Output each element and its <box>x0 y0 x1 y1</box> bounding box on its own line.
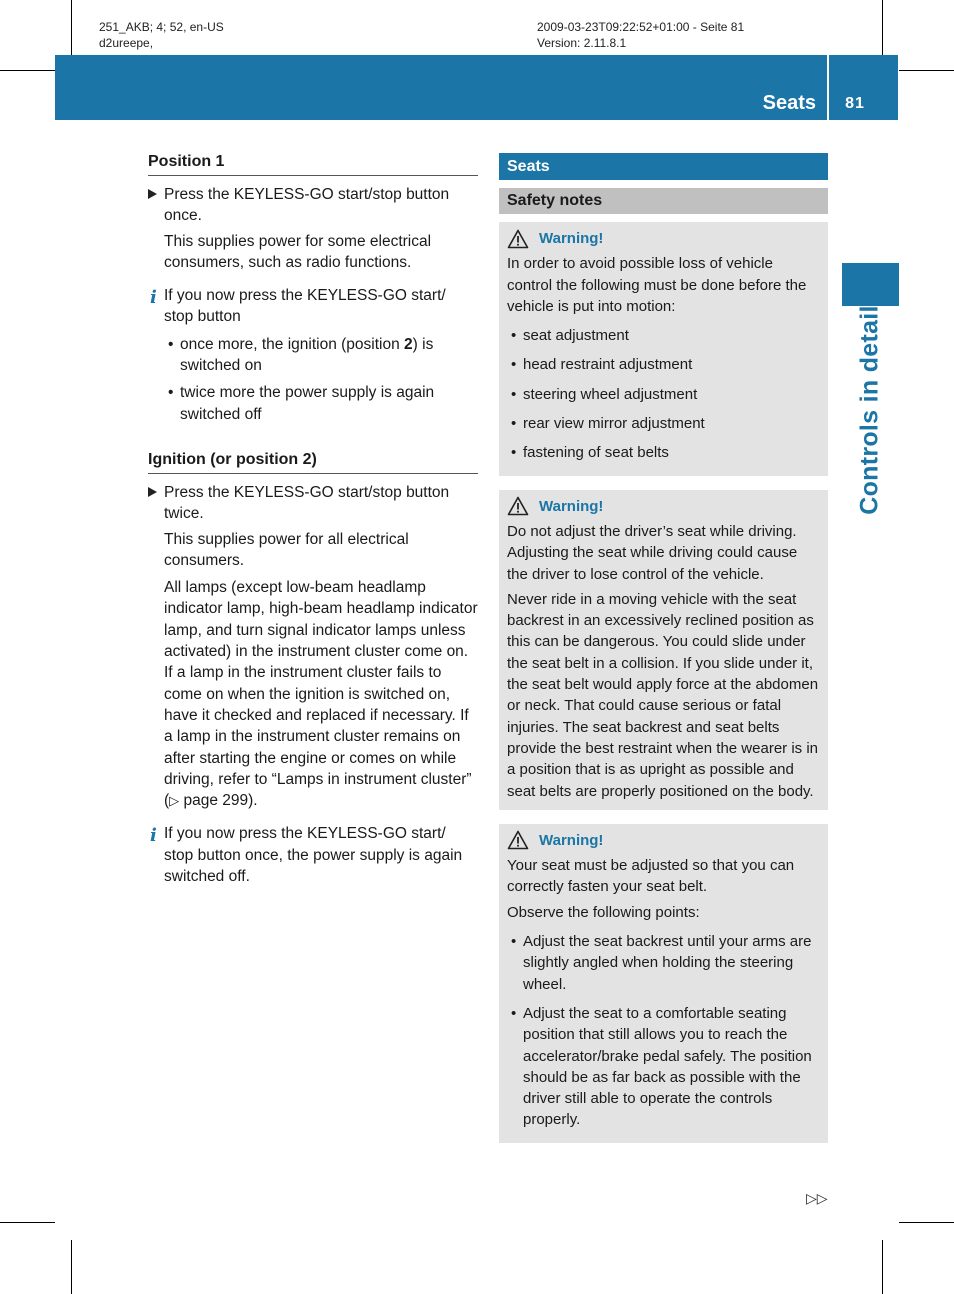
list-text: head restraint adjustment <box>523 356 693 374</box>
paragraph-text: All lamps (except low-beam headlamp indicator lamp, high-beam headlamp indicator lamp, and turn signal indicator lamps unless activated) in the instrument cluster come on. If a lamp in the instrument cluster fails to come on when the ignition is switched on, have it checked and replaced if necessary. If a lamp in the instrument cluster remains on after starting the engine or comes on while driving, refer to “Lamps in instrument cluster” ( <box>164 579 478 810</box>
warning-paragraph: Observe the following points: <box>507 903 700 921</box>
list-item <box>148 334 478 377</box>
warning-paragraph: In order to avoid possible loss of vehicle control the following must be done before the vehicle is put into motion: <box>507 255 807 315</box>
step-result: This supplies power for some electrical consumers, such as radio functions. <box>164 232 432 271</box>
crop-mark <box>71 0 72 55</box>
step-text: Press the KEYLESS-GO start/stop button once. <box>164 186 450 225</box>
continue-arrows-icon: ▷▷ <box>806 1190 828 1206</box>
list-text: ) is switched on <box>180 335 434 375</box>
info-icon: i <box>150 287 157 309</box>
right-column <box>499 153 828 1157</box>
warning-list-item <box>507 1003 820 1131</box>
list-text: rear view mirror adjustment <box>523 415 705 433</box>
info-icon: i <box>150 825 157 847</box>
page-ref-text: page 299). <box>179 792 258 810</box>
bullet-icon: • <box>511 1004 517 1022</box>
warning-box <box>499 222 828 476</box>
header-section-title: Seats <box>762 92 816 114</box>
bullet-icon: • <box>511 385 517 403</box>
bullet-icon: • <box>511 415 517 433</box>
warning-title-text: Warning! <box>539 831 604 849</box>
list-item <box>148 382 478 425</box>
warning-title-text: Warning! <box>539 497 604 515</box>
warning-triangle-icon <box>507 229 529 249</box>
list-text: once more, the ignition (position <box>180 335 405 353</box>
step-arrow-icon <box>148 487 157 497</box>
side-tab-label: Controls in detail <box>855 305 884 515</box>
bullet-icon: • <box>511 327 517 345</box>
info-note <box>148 823 478 887</box>
warning-paragraph: Do not adjust the driver’s seat while driving. Adjusting the seat while driving could cause the driver to lose control of the vehicle. <box>507 522 798 583</box>
print-meta-right <box>537 19 744 51</box>
list-text: Adjust the seat backrest until your arms are slightly angled when holding the steering wheel. <box>523 933 812 993</box>
left-column <box>148 151 478 893</box>
step-arrow-icon <box>148 189 157 199</box>
instruction-step <box>148 482 478 525</box>
crop-mark <box>882 1240 883 1294</box>
bullet-icon: • <box>511 444 517 462</box>
warning-box <box>499 824 828 1143</box>
bullet-icon: • <box>168 335 174 353</box>
side-tab-marker <box>842 263 899 306</box>
list-text: fastening of seat belts <box>523 444 669 462</box>
meta-line: 2009-03-23T09:22:52+01:00 - Seite 81 <box>537 20 745 34</box>
info-text: If you now press the KEYLESS-GO start/ stop button once, the power supply is again switched off. <box>164 825 463 886</box>
warning-triangle-icon <box>507 496 529 516</box>
position1-heading: Position 1 <box>148 151 478 176</box>
crop-mark <box>0 1222 55 1223</box>
meta-line: Version: 2.11.8.1 <box>537 36 627 50</box>
list-text: steering wheel adjustment <box>523 385 698 403</box>
warning-paragraph: Never ride in a moving vehicle with the seat backrest in an excessively reclined position as this can be dangerous. You could slide under the seat belt in a collision. If you slide under it, the seat belt would apply force at the abdomen or neck. That could cause serious or fatal injuries. The seat backrest and seat belts provide the best restraint when the wearer is in a position that is as upright as possible and seat belts are properly positioned on the body. <box>507 590 819 800</box>
warning-list-item <box>507 413 820 434</box>
warning-list-item <box>507 442 820 463</box>
warning-triangle-icon <box>507 830 529 850</box>
crop-mark <box>882 0 883 55</box>
info-note <box>148 285 478 328</box>
page-ref-icon: ▷ <box>169 793 180 809</box>
warning-list-item <box>507 384 820 405</box>
section-title: Seats <box>499 153 828 180</box>
print-meta-left <box>99 19 224 51</box>
crop-mark <box>71 1240 72 1294</box>
step-result: This supplies power for all electrical consumers. <box>164 530 409 569</box>
instruction-step <box>148 184 478 227</box>
list-text: seat adjustment <box>523 327 629 345</box>
lamps-paragraph <box>148 577 478 811</box>
crop-mark <box>899 70 954 71</box>
warning-title <box>507 496 820 517</box>
ignition-heading: Ignition (or position 2) <box>148 449 478 474</box>
warning-list-item <box>507 354 820 375</box>
warnings-list <box>499 222 828 1143</box>
subsection-title: Safety notes <box>499 188 828 214</box>
warning-paragraph: Your seat must be adjusted so that you can correctly fasten your seat belt. <box>507 857 795 896</box>
crop-mark <box>0 70 55 71</box>
meta-line: 251_AKB; 4; 52, en-US <box>99 20 224 34</box>
list-text: twice more the power supply is again switched off <box>180 384 435 423</box>
warning-box <box>499 490 828 810</box>
info-text: If you now press the KEYLESS-GO start/ stop button <box>164 287 446 326</box>
bullet-icon: • <box>511 356 517 374</box>
list-text: Adjust the seat to a comfortable seating position that still allows you to reach the accelerator/brake pedal safely. The position should be as far back as possible with the driver still able to operate the controls properly. <box>523 1004 812 1129</box>
meta-line: d2ureepe, <box>99 36 154 50</box>
bullet-icon: • <box>511 933 517 951</box>
warning-title <box>507 228 820 249</box>
warning-list-item <box>507 325 820 346</box>
position-number: 2 <box>404 335 413 353</box>
page-number: 81 <box>845 95 865 112</box>
warning-list-item <box>507 931 820 995</box>
warning-title <box>507 830 820 851</box>
warning-title-text: Warning! <box>539 230 604 247</box>
step-text: Press the KEYLESS-GO start/stop button twice. <box>164 483 450 523</box>
crop-mark <box>899 1222 954 1223</box>
bullet-icon: • <box>168 384 174 402</box>
